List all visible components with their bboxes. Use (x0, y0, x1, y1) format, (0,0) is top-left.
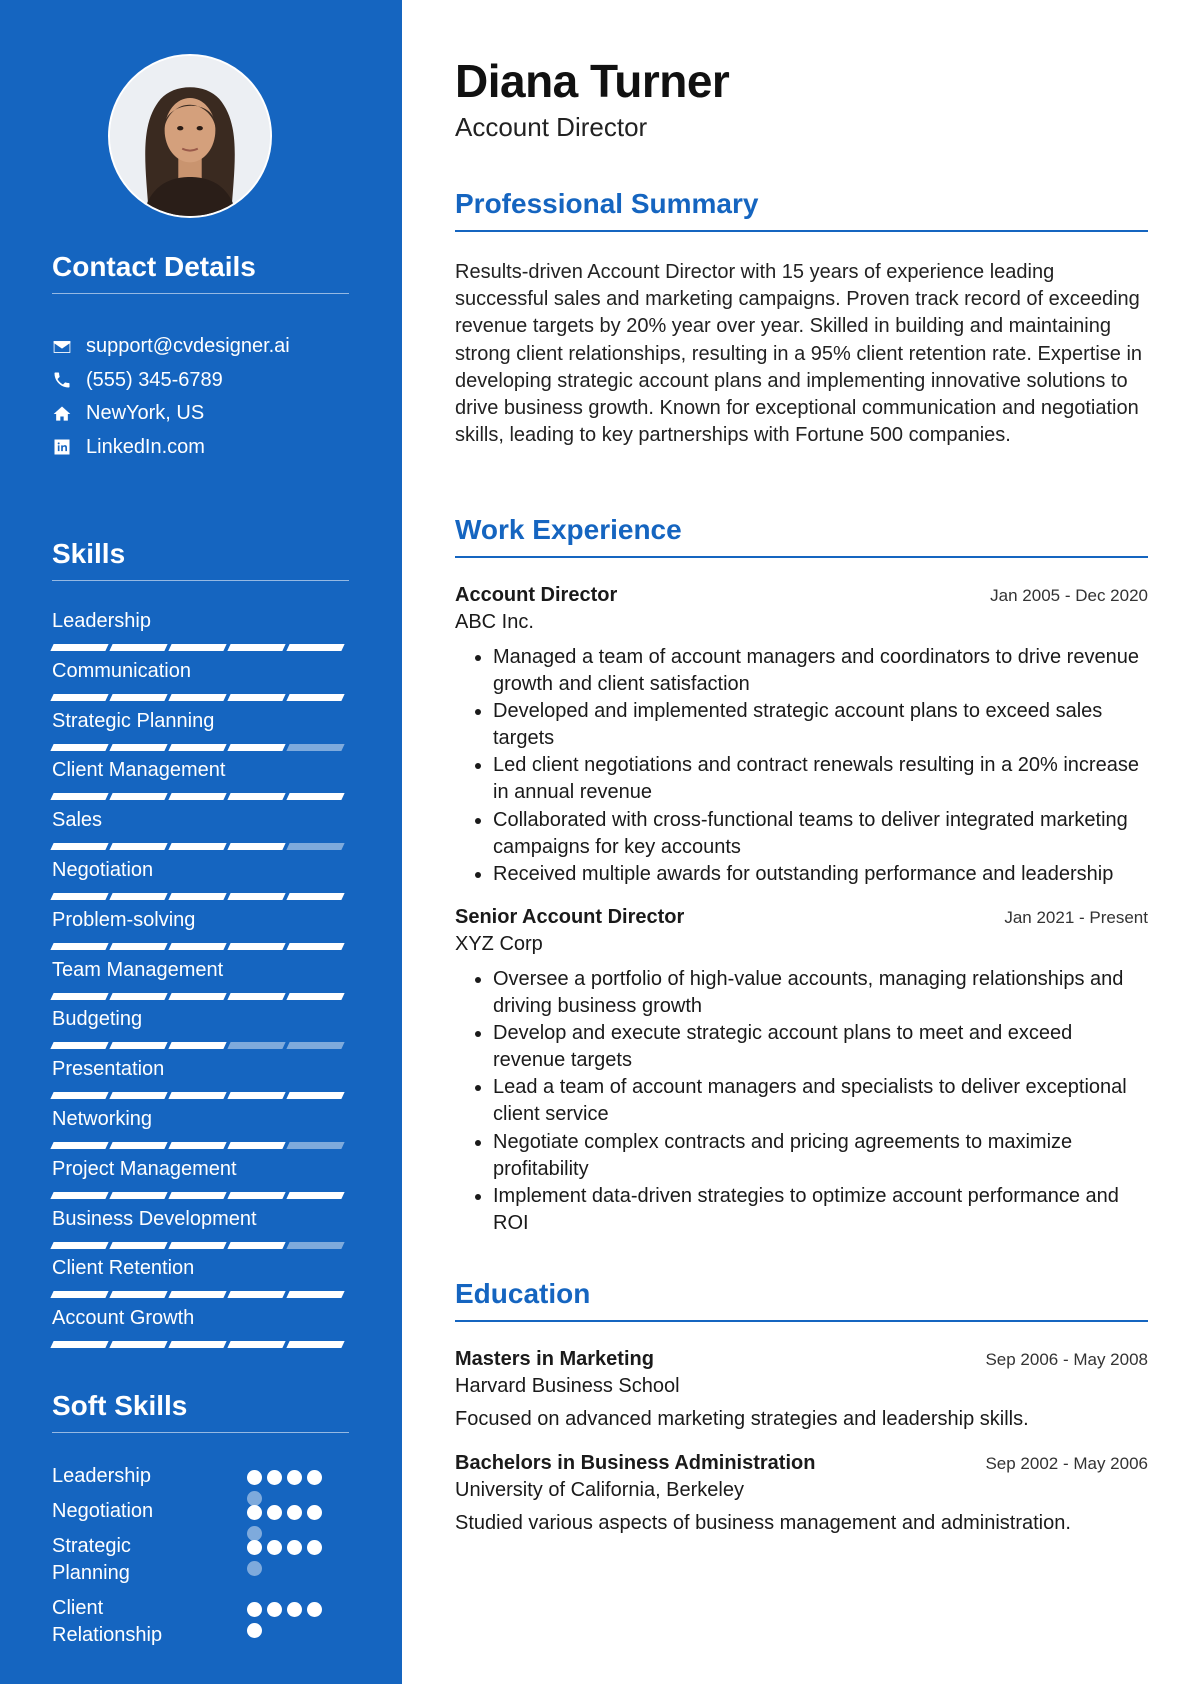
soft-skills-heading: Soft Skills (52, 1390, 349, 1433)
skill-item (52, 957, 349, 1007)
skill-item (52, 1056, 349, 1106)
skill-level-segment (227, 744, 285, 751)
skill-name: Problem-solving (52, 908, 196, 931)
skill-level-bar (52, 1242, 349, 1249)
soft-skill-rating (247, 1540, 337, 1576)
list-item: • Negotiate complex contracts and pricing agreements to maximize profitability (493, 1129, 1148, 1183)
skill-name: Leadership (52, 610, 151, 632)
skill-item (52, 708, 349, 758)
skill-level-segment (227, 1291, 285, 1298)
skill-level-segment (286, 1092, 344, 1099)
soft-skills-list (52, 1463, 352, 1657)
skill-name: Business Development (52, 1207, 257, 1230)
skill-name: Account Growth (52, 1307, 195, 1330)
job-title: Senior Account Director (455, 906, 685, 928)
skill-level-segment (227, 1242, 285, 1249)
skill-level-segment (109, 1291, 167, 1298)
contact-linkedin-text: LinkedIn.com (86, 435, 205, 458)
skill-name: Team Management (52, 958, 224, 981)
skill-level-segment (286, 1341, 344, 1348)
skill-level-segment (227, 644, 285, 651)
skill-level-segment (50, 793, 108, 800)
education-dates: Sep 2002 - May 2006 (985, 1454, 1148, 1473)
skill-level-segment (109, 1192, 167, 1199)
education-entry (455, 1348, 1148, 1431)
skill-level-segment (50, 1042, 108, 1049)
skill-name: Negotiation (52, 858, 154, 881)
skill-item (52, 608, 349, 658)
experience-entry (455, 584, 1148, 888)
sidebar (0, 0, 402, 1684)
job-bullets (493, 644, 1148, 888)
skill-level-segment (50, 694, 108, 701)
skill-level-segment (286, 1242, 344, 1249)
experience-heading: Work Experience (455, 514, 1148, 558)
linkedin-icon (52, 437, 86, 457)
skill-level-segment (109, 843, 167, 850)
skill-item (52, 1255, 349, 1305)
education-description: Studied various aspects of business management and administration. (455, 1512, 1071, 1534)
skill-name: Presentation (52, 1058, 165, 1081)
list-item: • Managed a team of account managers and coordinators to drive revenue growth and client satisfaction (493, 644, 1148, 698)
contact-email-text: support@cvdesigner.ai (86, 335, 290, 358)
summary-heading: Professional Summary (455, 188, 1148, 232)
list-item: • Collaborated with cross-functional teams to deliver integrated marketing campaigns for key accounts (493, 807, 1148, 861)
skill-level-segment (286, 1042, 344, 1049)
skill-level-segment (168, 1142, 226, 1149)
home-icon (52, 404, 86, 424)
summary-text: Results-driven Account Director with 15 years of experience leading successful sales and marketing campaigns. Proven track record of exceeding revenue targets by 20% year over year. Skilled in building and maintaining strong client relationships, resulting in a 95% client retention rate. Expertise in developing strategic account plans and implementing innovative solutions to drive business growth. Known for exceptional communication and negotiation skills, leading to key partnerships with Fortune 500 companies. (455, 261, 1143, 447)
envelope-icon (52, 337, 86, 357)
skill-level-segment (227, 793, 285, 800)
candidate-role: Account Director (455, 112, 648, 142)
skill-item (52, 807, 349, 857)
rating-dot (267, 1470, 282, 1485)
contact-list (52, 330, 352, 464)
skill-level-segment (168, 694, 226, 701)
profile-photo (108, 54, 272, 218)
skill-level-bar (52, 943, 349, 950)
skill-level-segment (227, 1192, 285, 1199)
job-company: XYZ Corp (455, 933, 543, 955)
skill-level-bar (52, 793, 349, 800)
skill-level-bar (52, 1142, 349, 1149)
skill-level-bar (52, 1042, 349, 1049)
soft-skill-rating (247, 1602, 337, 1638)
rating-dot (267, 1505, 282, 1520)
skill-level-segment (286, 1142, 344, 1149)
skill-level-segment (227, 1341, 285, 1348)
soft-skill-name: Leadership (52, 1465, 151, 1487)
skill-level-segment (109, 1341, 167, 1348)
rating-dot (287, 1505, 302, 1520)
rating-dot (247, 1505, 262, 1520)
rating-dot (287, 1540, 302, 1555)
skill-level-segment (109, 694, 167, 701)
skill-level-segment (286, 1192, 344, 1199)
skill-level-segment (50, 1142, 108, 1149)
rating-dot (247, 1470, 262, 1485)
skill-level-bar (52, 1092, 349, 1099)
rating-dot (247, 1540, 262, 1555)
skill-level-segment (227, 893, 285, 900)
school-name: Harvard Business School (455, 1375, 680, 1397)
list-item: • Implement data-driven strategies to optimize account performance and ROI (493, 1183, 1148, 1237)
soft-skill-item (52, 1498, 352, 1533)
skill-level-segment (168, 644, 226, 651)
skill-level-segment (227, 943, 285, 950)
contact-heading: Contact Details (52, 251, 349, 294)
skill-level-segment (50, 1341, 108, 1348)
skill-item (52, 757, 349, 807)
skill-item (52, 1156, 349, 1206)
skill-level-segment (227, 843, 285, 850)
skill-level-bar (52, 893, 349, 900)
skill-level-segment (109, 644, 167, 651)
skill-level-bar (52, 1291, 349, 1298)
contact-location-text: NewYork, US (86, 402, 205, 425)
skill-level-segment (168, 1192, 226, 1199)
skill-level-segment (109, 1092, 167, 1099)
skill-level-segment (168, 943, 226, 950)
skill-level-segment (168, 893, 226, 900)
skill-level-segment (286, 694, 344, 701)
skill-level-bar (52, 843, 349, 850)
skill-level-segment (50, 644, 108, 651)
job-dates: Jan 2005 - Dec 2020 (990, 586, 1148, 605)
soft-skill-item (52, 1595, 352, 1657)
education-heading: Education (455, 1278, 1148, 1322)
contact-email[interactable] (52, 330, 352, 364)
list-item: • Received multiple awards for outstanding performance and leadership (493, 861, 1148, 888)
skill-level-segment (286, 943, 344, 950)
skill-level-segment (50, 1291, 108, 1298)
skills-heading: Skills (52, 538, 349, 581)
skill-level-segment (286, 1291, 344, 1298)
skill-item (52, 1305, 349, 1355)
skill-level-segment (227, 694, 285, 701)
skill-level-segment (109, 893, 167, 900)
skill-level-segment (286, 644, 344, 651)
skill-level-segment (168, 1242, 226, 1249)
skill-name: Communication (52, 659, 191, 682)
rating-dot (307, 1470, 322, 1485)
skill-level-segment (286, 793, 344, 800)
skill-level-segment (109, 744, 167, 751)
school-name: University of California, Berkeley (455, 1479, 744, 1501)
rating-dot (307, 1602, 322, 1617)
skill-name: Budgeting (52, 1008, 143, 1031)
skill-item (52, 857, 349, 907)
skill-level-bar (52, 694, 349, 701)
skills-list (52, 608, 349, 1355)
skill-item (52, 1006, 349, 1056)
candidate-name: Diana Turner (455, 55, 730, 107)
soft-skill-item (52, 1533, 352, 1595)
skill-name: Client Management (52, 759, 226, 782)
skill-level-bar (52, 744, 349, 751)
skill-level-segment (50, 1092, 108, 1099)
rating-dot (287, 1602, 302, 1617)
skill-level-segment (168, 793, 226, 800)
skill-level-segment (168, 1341, 226, 1348)
job-company: ABC Inc. (455, 611, 534, 633)
soft-skill-name: Negotiation (52, 1500, 154, 1522)
rating-dot (247, 1602, 262, 1617)
list-item: • Oversee a portfolio of high-value accounts, managing relationships and driving business growth (493, 966, 1148, 1020)
skill-level-segment (109, 943, 167, 950)
skill-level-segment (50, 943, 108, 950)
skill-level-segment (50, 993, 108, 1000)
skill-level-bar (52, 993, 349, 1000)
skill-level-segment (286, 893, 344, 900)
skill-level-segment (50, 893, 108, 900)
skill-level-segment (109, 1042, 167, 1049)
list-item: • Develop and execute strategic account plans to meet and exceed revenue targets (493, 1020, 1148, 1074)
rating-dot (247, 1623, 262, 1638)
rating-dot (307, 1505, 322, 1520)
rating-dot (287, 1470, 302, 1485)
skill-level-segment (50, 1192, 108, 1199)
job-dates: Jan 2021 - Present (1004, 908, 1148, 927)
list-item: • Led client negotiations and contract renewals resulting in a 20% increase in annual revenue (493, 752, 1148, 806)
skill-level-bar (52, 644, 349, 651)
skill-level-segment (168, 1042, 226, 1049)
skill-level-segment (168, 1092, 226, 1099)
skill-name: Project Management (52, 1157, 237, 1180)
skill-level-segment (109, 1242, 167, 1249)
contact-phone-text: (555) 345-6789 (86, 368, 223, 391)
skill-level-segment (227, 1092, 285, 1099)
education-dates: Sep 2006 - May 2008 (985, 1350, 1148, 1369)
skill-item (52, 658, 349, 708)
skill-level-segment (227, 993, 285, 1000)
skill-level-segment (50, 843, 108, 850)
skill-level-bar (52, 1341, 349, 1348)
soft-skill-item (52, 1463, 352, 1498)
soft-skill-name: Client Relationship (52, 1597, 163, 1646)
skill-level-segment (50, 744, 108, 751)
skill-level-segment (227, 1042, 285, 1049)
skill-level-segment (168, 843, 226, 850)
job-bullets (493, 966, 1148, 1237)
skill-level-bar (52, 1192, 349, 1199)
degree-title: Bachelors in Business Administration (455, 1452, 816, 1474)
job-title: Account Director (455, 584, 618, 606)
skill-name: Client Retention (52, 1257, 195, 1280)
contact-linkedin[interactable] (52, 431, 352, 465)
skill-item (52, 1206, 349, 1256)
skill-level-segment (168, 1291, 226, 1298)
rating-dot (247, 1561, 262, 1576)
experience-entry (455, 906, 1148, 1237)
skill-level-segment (168, 993, 226, 1000)
skill-level-segment (168, 744, 226, 751)
skill-level-segment (286, 843, 344, 850)
skill-name: Networking (52, 1107, 153, 1130)
list-item: • Lead a team of account managers and specialists to deliver exceptional client service (493, 1074, 1148, 1128)
skill-item (52, 1106, 349, 1156)
education-entry (455, 1452, 1148, 1535)
rating-dot (267, 1602, 282, 1617)
contact-location (52, 397, 352, 431)
degree-title: Masters in Marketing (455, 1348, 654, 1370)
skill-level-segment (286, 993, 344, 1000)
skill-name: Strategic Planning (52, 709, 215, 732)
skill-level-segment (109, 993, 167, 1000)
skill-item (52, 907, 349, 957)
skill-level-segment (286, 744, 344, 751)
skill-level-segment (109, 793, 167, 800)
skill-name: Sales (52, 809, 103, 832)
rating-dot (307, 1540, 322, 1555)
contact-phone[interactable] (52, 364, 352, 398)
list-item: • Developed and implemented strategic account plans to exceed sales targets (493, 698, 1148, 752)
rating-dot (267, 1540, 282, 1555)
soft-skill-name: Strategic Planning (52, 1535, 131, 1584)
skill-level-segment (109, 1142, 167, 1149)
phone-icon (52, 370, 86, 390)
education-description: Focused on advanced marketing strategies and leadership skills. (455, 1408, 1029, 1430)
skill-level-segment (50, 1242, 108, 1249)
skill-level-segment (227, 1142, 285, 1149)
